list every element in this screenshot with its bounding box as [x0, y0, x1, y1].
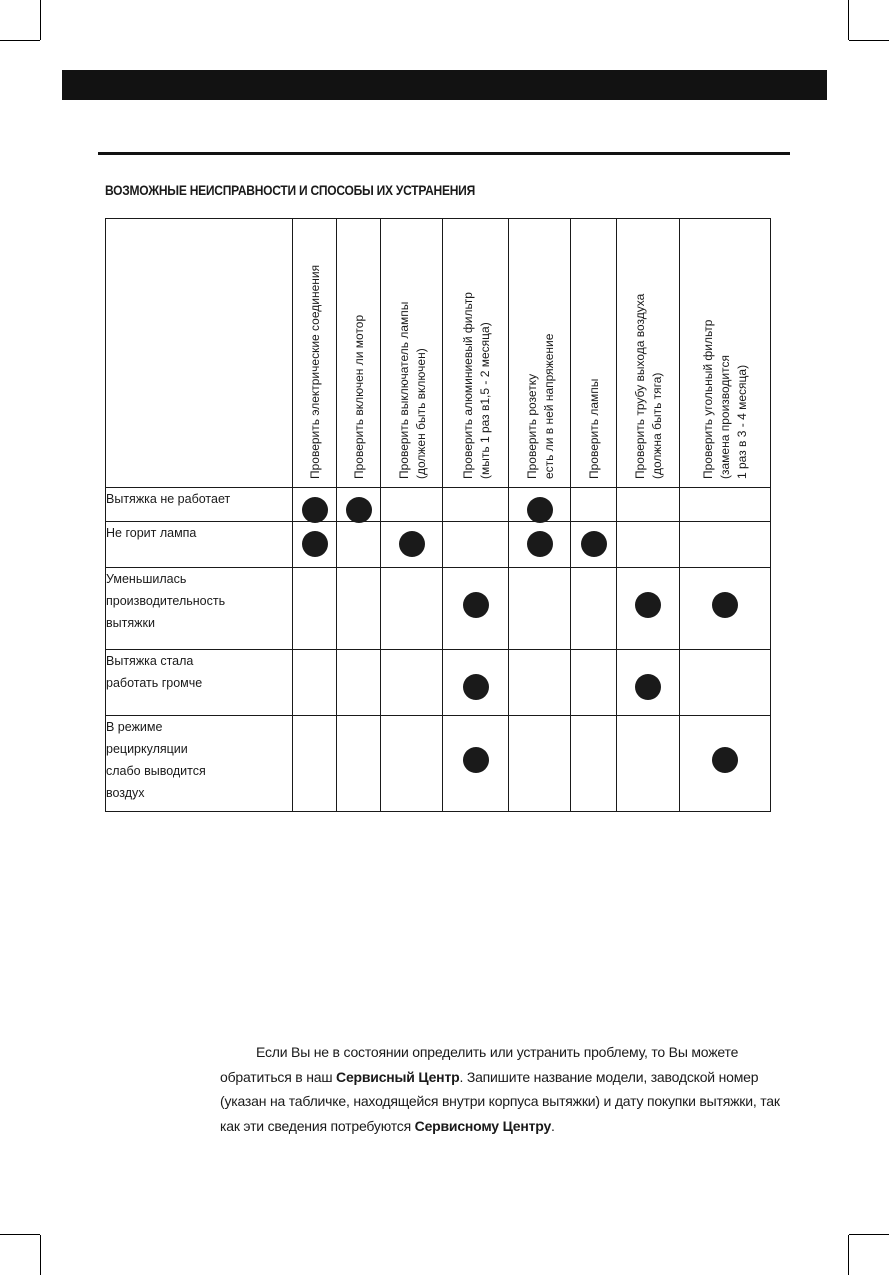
check-cell — [443, 522, 509, 568]
check-dot-icon — [463, 592, 489, 618]
check-cell — [381, 522, 443, 568]
check-cell — [680, 522, 771, 568]
service-note-text — [220, 1040, 780, 1138]
corner-cell — [106, 219, 293, 488]
column-header-label: Проверить лампы — [586, 378, 601, 479]
check-cell — [381, 650, 443, 716]
page-title: ВОЗМОЖНЫЕ НЕИСПРАВНОСТИ И СПОСОБЫ ИХ УСТРАНЕНИЯ — [105, 182, 475, 198]
note-text: Если Вы не в состоянии определить или устранить проблему, то Вы можете обратиться в наш — [220, 1044, 739, 1085]
check-cell — [509, 650, 571, 716]
check-cell — [337, 650, 381, 716]
check-cell — [680, 650, 771, 716]
check-cell — [293, 650, 337, 716]
check-cell — [293, 522, 337, 568]
check-cell — [509, 716, 571, 812]
header-bar — [62, 70, 827, 100]
check-dot-icon — [399, 531, 425, 557]
check-dot-icon — [463, 674, 489, 700]
check-dot-icon — [463, 747, 489, 773]
troubleshooting-table — [105, 218, 771, 812]
column-header — [571, 219, 617, 488]
table-row — [106, 568, 771, 650]
column-header-label: Проверить включен ли мотор — [351, 314, 366, 479]
check-cell — [443, 568, 509, 650]
table-row — [106, 716, 771, 812]
problem-label: В режиме рециркуляции слабо выводится воздух — [106, 716, 293, 812]
check-cell — [509, 522, 571, 568]
check-cell — [617, 650, 680, 716]
check-cell — [617, 568, 680, 650]
check-dot-icon — [712, 592, 738, 618]
problem-label: Вытяжка стала работать громче — [106, 650, 293, 716]
check-dot-icon — [346, 497, 372, 523]
check-cell — [337, 716, 381, 812]
check-dot-icon — [302, 497, 328, 523]
column-header-label: Проверить трубу выхода воздуха (должна быть тяга) — [633, 293, 664, 479]
column-header — [293, 219, 337, 488]
column-header — [509, 219, 571, 488]
crop-mark — [40, 0, 41, 40]
crop-mark — [40, 1235, 41, 1275]
check-cell — [571, 716, 617, 812]
crop-mark — [849, 40, 889, 41]
check-cell — [571, 488, 617, 522]
check-dot-icon — [527, 497, 553, 523]
check-cell — [337, 568, 381, 650]
check-cell — [617, 716, 680, 812]
check-dot-icon — [527, 531, 553, 557]
problem-label: Уменьшилась производительность вытяжки — [106, 568, 293, 650]
check-dot-icon — [635, 674, 661, 700]
column-header-label: Проверить электрические соединения — [307, 264, 322, 479]
table-row — [106, 522, 771, 568]
check-cell — [617, 522, 680, 568]
check-dot-icon — [302, 531, 328, 557]
column-header — [381, 219, 443, 488]
check-cell — [571, 568, 617, 650]
crop-mark — [848, 1235, 849, 1275]
crop-mark — [848, 0, 849, 40]
service-center-name: Сервисный Центр — [336, 1068, 460, 1085]
check-cell — [381, 716, 443, 812]
crop-mark — [0, 1234, 40, 1235]
section-rule — [98, 152, 790, 155]
check-cell — [381, 488, 443, 522]
check-cell — [680, 488, 771, 522]
column-header — [443, 219, 509, 488]
crop-mark — [0, 40, 40, 41]
check-cell — [617, 488, 680, 522]
column-header-label: Проверить розетку есть ли в ней напряжение — [524, 333, 556, 479]
check-dot-icon — [712, 747, 738, 773]
check-cell — [293, 488, 337, 522]
check-cell — [293, 568, 337, 650]
column-header-label: Проверить выключатель лампы (должен быть включен) — [396, 301, 428, 479]
table-header-row — [106, 219, 771, 488]
note-text: . Запишите название модели, заводской номер (указан на табличке, находящейся внутри корпуса вытяжки) и дату покупки вытяжки, так как эти сведения потребуются — [220, 1068, 780, 1134]
column-header — [337, 219, 381, 488]
problem-label: Вытяжка не работает — [106, 488, 293, 522]
problem-label: Не горит лампа — [106, 522, 293, 568]
check-cell — [443, 716, 509, 812]
table-row — [106, 650, 771, 716]
check-cell — [443, 650, 509, 716]
check-cell — [571, 650, 617, 716]
check-cell — [571, 522, 617, 568]
check-dot-icon — [581, 531, 607, 557]
check-cell — [443, 488, 509, 522]
service-center-name: Сервисному Центру — [414, 1117, 552, 1134]
check-cell — [680, 568, 771, 650]
crop-mark — [849, 1234, 889, 1235]
column-header-label: Проверить угольный фильтр (замена производится 1 раз в 3 - 4 месяца) — [701, 319, 749, 479]
service-note — [220, 1040, 780, 1138]
check-cell — [337, 522, 381, 568]
table-row — [106, 488, 771, 522]
note-text: . — [551, 1117, 555, 1134]
check-cell — [293, 716, 337, 812]
check-cell — [680, 716, 771, 812]
column-header — [680, 219, 771, 488]
check-cell — [509, 488, 571, 522]
check-cell — [337, 488, 381, 522]
check-cell — [509, 568, 571, 650]
check-cell — [381, 568, 443, 650]
column-header-label: Проверить алюминиевый фильтр (мыть 1 раз в1,5 - 2 месяца) — [460, 292, 492, 479]
column-header — [617, 219, 680, 488]
check-dot-icon — [635, 592, 661, 618]
